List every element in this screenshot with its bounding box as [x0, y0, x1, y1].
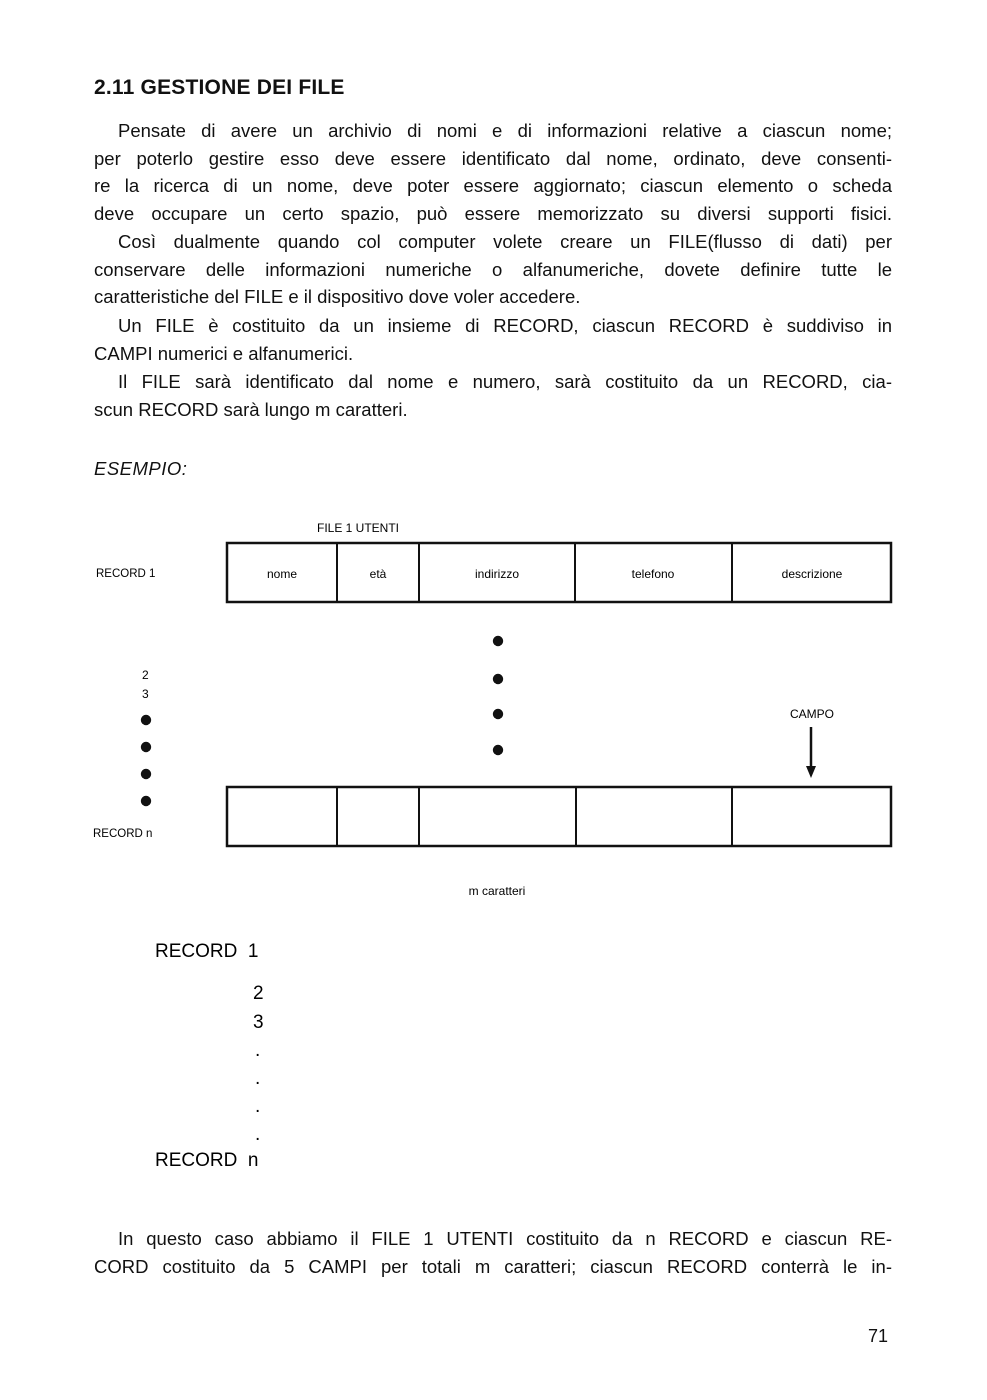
example-label: ESEMPIO: — [94, 458, 188, 479]
record-n-box — [227, 787, 891, 846]
record-number-2: 2 — [142, 668, 149, 682]
record-list-dot: . — [255, 1124, 261, 1145]
length-label: m caratteri — [468, 884, 526, 898]
ellipsis-dot — [493, 709, 503, 719]
closing-paragraph — [94, 1225, 892, 1280]
text-line: per poterlo gestire esso deve essere identificato dal nome, ordinato, deve consenti- — [94, 147, 892, 169]
ellipsis-dot — [493, 636, 503, 646]
page-number: 71 — [868, 1326, 889, 1346]
record-list-dot: . — [255, 1068, 261, 1089]
text-line: scun RECORD sarà lungo m caratteri. — [94, 398, 408, 420]
field-descrizione: descrizione — [781, 567, 843, 581]
text-line: In questo caso abbiamo il FILE 1 UTENTI costituito da n RECORD e ciascun RE- — [118, 1228, 892, 1249]
field-eta: età — [369, 567, 387, 581]
ellipsis-dot — [493, 745, 503, 755]
text-line: Pensate di avere un archivio di nomi e di informazioni relative a ciascun nome; — [118, 120, 892, 141]
text-line: Un FILE è costituito da un insieme di RECORD, ciascun RECORD è suddiviso in — [118, 315, 892, 336]
record-list-dot: . — [255, 1040, 261, 1061]
text-line: re la ricerca di un nome, deve poter essere aggiornato; ciascun elemento o scheda — [94, 175, 892, 197]
record-first-label: RECORD 1 — [96, 568, 156, 580]
ellipsis-dot — [141, 742, 151, 752]
field-indirizzo: indirizzo — [474, 567, 520, 581]
text-line: CAMPI numerici e alfanumerici. — [94, 342, 354, 364]
record-last-label: RECORD n — [93, 828, 153, 840]
record-list-dot: . — [255, 1096, 261, 1117]
record-list-3: 3 — [253, 1012, 264, 1033]
file-label: FILE 1 UTENTI — [317, 521, 400, 535]
text-line: deve occupare un certo spazio, può essere memorizzato su diversi supporti fisici. — [94, 202, 892, 224]
record-number-3: 3 — [142, 687, 149, 701]
field-nome: nome — [266, 567, 298, 581]
record-list-2: 2 — [253, 983, 264, 1004]
text-line: caratteristiche del FILE e il dispositivo dove voler accedere. — [94, 286, 581, 308]
text-line: CORD costituito da 5 CAMPI per totali m caratteri; ciascun RECORD conterrà le in- — [94, 1255, 892, 1277]
text-line: Così dualmente quando col computer volete creare un FILE(flusso di dati) per — [118, 231, 892, 252]
text-line: Il FILE sarà identificato dal nome e numero, sarà costituito da un RECORD, cia- — [118, 371, 892, 392]
text-line: conservare delle informazioni numeriche o alfanumeriche, dovete definire tutte le — [94, 258, 892, 280]
ellipsis-dot — [493, 674, 503, 684]
record-list-first: RECORD 1 — [155, 941, 259, 962]
ellipsis-dot — [141, 796, 151, 806]
campo-label: CAMPO — [789, 707, 835, 721]
arrow-down-icon — [806, 727, 816, 778]
section-heading: 2.11 GESTIONE DEI FILE — [94, 76, 345, 99]
ellipsis-dot — [141, 769, 151, 779]
field-telefono: telefono — [631, 567, 675, 581]
ellipsis-dot — [141, 715, 151, 725]
record-list-last: RECORD n — [155, 1150, 259, 1171]
